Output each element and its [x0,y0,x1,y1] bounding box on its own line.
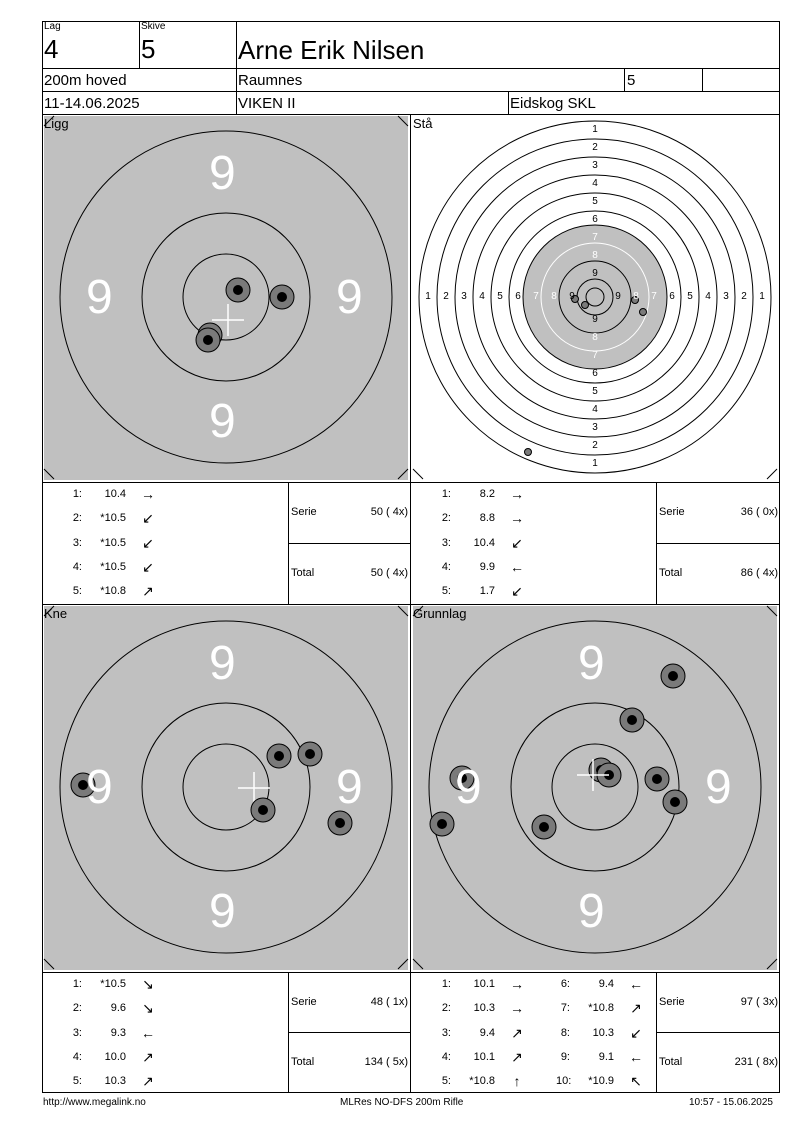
serie-value: 50 ( 4x) [370,506,408,518]
direction-arrow-icon: ↗ [142,583,154,600]
direction-arrow-icon: ← [510,558,524,575]
direction-arrow-icon: ← [629,1048,643,1065]
section-divider [42,482,780,483]
total-value: 50 ( 4x) [370,567,408,579]
ring-label: 9 [86,761,113,814]
skive-label: Skive [141,21,166,32]
header-divider [236,21,237,114]
direction-arrow-icon: → [510,1000,524,1017]
ring-number: 6 [592,368,598,379]
ring-label: 9 [209,885,236,938]
shot-number: 1: [72,978,82,990]
skive-value: 5 [141,34,156,64]
ring-number: 2 [592,440,598,451]
target-label: Ligg [44,116,69,131]
club: Eidskog SKL [510,95,596,112]
shot-number: 7: [560,1002,570,1015]
direction-arrow-icon: ↘ [142,1000,154,1017]
shot-row [437,485,529,503]
shot-row [556,1072,648,1090]
header-divider [42,68,780,69]
shot-value: 10.1 [473,978,495,990]
ring-number: 7 [533,291,539,302]
shot-value: 10.3 [104,1075,126,1088]
shot-value: 9.3 [110,1026,126,1039]
footer-url[interactable]: http://www.megalink.no [43,1097,146,1108]
shot-number: 4: [441,560,451,573]
ring-number: 2 [741,291,747,302]
ring-label: 9 [209,637,236,690]
ring-label: 9 [86,271,113,324]
ring-number: 7 [592,232,598,243]
ring-label: 9 [336,271,363,324]
direction-arrow-icon: → [510,486,524,502]
section-divider [42,972,780,973]
shot-number: 1: [441,488,451,500]
shot-value: *10.5 [100,978,126,990]
total-value: 231 ( 8x) [734,1056,778,1068]
ring-number: 6 [515,291,521,302]
shot-row [556,1048,648,1066]
shot-row [437,582,529,600]
ring-number: 8 [633,291,639,302]
shot-number: 4: [72,560,82,573]
shot-value: 8.2 [479,488,495,500]
ring-number: 4 [592,404,598,415]
direction-arrow-icon: ↘ [142,976,154,992]
total-label: Total [659,567,683,579]
ring-number: 1 [425,291,431,302]
shot-row [68,975,160,993]
shot-number: 2: [441,1002,451,1015]
ring-number: 9 [615,291,621,302]
ring-number: 9 [592,314,598,325]
shot-number: 3: [441,1026,451,1039]
shot-value: 10.0 [104,1050,126,1063]
ring-number: 5 [687,291,693,302]
shot-row [437,1072,529,1090]
shot-number: 5: [72,1075,82,1088]
score-divider [288,543,410,544]
ring-label: 9 [578,637,605,690]
shot-number: 2: [72,1002,82,1015]
shot-value: 1.7 [479,585,495,598]
direction-arrow-icon: ← [629,976,643,992]
score-divider [656,1032,780,1033]
shot-row [437,1048,529,1066]
direction-arrow-icon: ↙ [630,1024,642,1041]
ring-number: 4 [705,291,711,302]
shot-row [437,534,529,552]
ring-number: 6 [592,214,598,225]
shot-row [437,999,529,1017]
serie-value: 97 ( 3x) [740,996,778,1008]
shot-value: *10.8 [469,1075,495,1088]
serie-label: Serie [291,996,317,1008]
ring-label: 9 [336,761,363,814]
direction-arrow-icon: ↗ [142,1048,154,1065]
ring-number: 4 [592,178,598,189]
shot-value: *10.5 [100,560,126,573]
ring-number: 8 [592,332,598,343]
shot-number: 5: [441,585,451,598]
ring-number: 1 [592,458,598,469]
shot-row [68,509,160,527]
shot-row [437,509,529,527]
lag-value: 4 [44,34,59,64]
total-label: Total [291,1056,315,1068]
header-divider [624,68,625,91]
shot-value: 10.3 [592,1026,614,1039]
shot-number: 3: [72,536,82,549]
shot-value: 10.4 [104,488,126,500]
ring-number: 5 [592,386,598,397]
shot-value: 9.6 [110,1002,126,1015]
location: Raumnes [238,72,303,89]
shot-row [68,1072,160,1090]
shot-value: *10.5 [100,512,126,525]
shot-value: *10.9 [588,1075,614,1088]
header-divider [508,91,509,114]
shot-row [68,999,160,1017]
shot-row [556,999,648,1017]
class-value: 5 [627,72,636,89]
ring-number: 3 [461,291,467,302]
shot-number: 3: [441,536,451,549]
shot-row [556,1024,648,1042]
ring-number: 5 [592,196,598,207]
ring-number: 3 [592,160,598,171]
ring-number: 3 [723,291,729,302]
header-divider [42,91,780,92]
target-label: Kne [44,606,68,621]
ring-number: 8 [592,250,598,261]
shot-value: *10.8 [100,585,126,598]
lag-label: Lag [44,21,61,32]
shot-value: 9.1 [598,1050,614,1063]
direction-arrow-icon: → [510,510,524,527]
shot-value: 8.8 [479,512,495,525]
serie-label: Serie [659,506,685,518]
ring-number: 3 [592,422,598,433]
ring-number: 1 [759,291,765,302]
ring-label: 9 [578,885,605,938]
ring-label: 9 [209,147,236,200]
shot-number: 2: [441,512,451,525]
ring-number: 1 [592,124,598,135]
shot-number: 2: [72,512,82,525]
target-label: Grunnlag [413,606,467,621]
shot-number: 1: [441,978,451,990]
shot-number: 8: [560,1026,570,1039]
direction-arrow-icon: ↙ [142,558,154,575]
shot-value: *10.8 [588,1002,614,1015]
serie-label: Serie [291,506,317,518]
direction-arrow-icon: ↙ [142,510,154,527]
ring-number: 6 [669,291,675,302]
ring-label: 9 [455,761,482,814]
shot-value: 10.4 [473,536,495,549]
footer-program: MLRes NO-DFS 200m Rifle [340,1097,464,1108]
total-label: Total [659,1056,683,1068]
direction-arrow-icon: ↖ [630,1073,642,1090]
shot-value: 10.1 [473,1050,495,1063]
shot-row [68,582,160,600]
shot-row [437,558,529,576]
serie-value: 36 ( 0x) [740,506,778,518]
direction-arrow-icon: ↗ [630,1000,642,1017]
score-divider [656,543,780,544]
score-divider [288,1032,410,1033]
shot-number: 3: [72,1026,82,1039]
target-label: Stå [413,116,433,131]
total-value: 86 ( 4x) [740,567,778,579]
shot-value: 10.3 [473,1002,495,1015]
shot-row [556,975,648,993]
shooter-name: Arne Erik Nilsen [238,35,425,65]
header-divider [702,68,703,91]
total-value: 134 ( 5x) [364,1056,408,1068]
shot-number: 1: [72,488,82,500]
total-label: Total [291,567,315,579]
shot-row [437,975,529,993]
shot-number: 4: [72,1050,82,1063]
ring-number: 4 [479,291,485,302]
shot-number: 9: [560,1050,570,1063]
direction-arrow-icon: → [141,486,155,502]
dates: 11-14.06.2025 [44,95,140,112]
ring-number: 7 [592,350,598,361]
ring-number: 8 [551,291,557,302]
shot-number: 10: [556,1075,572,1088]
direction-arrow-icon: ↙ [142,534,154,551]
shot-value: 9.9 [479,560,495,573]
shot-row [68,558,160,576]
shot-row [68,1048,160,1066]
shot-number: 5: [441,1075,451,1088]
direction-arrow-icon: ↗ [511,1048,523,1065]
direction-arrow-icon: ↙ [511,534,523,551]
ring-number: 7 [651,291,657,302]
serie-label: Serie [659,996,685,1008]
shot-row [437,1024,529,1042]
district: VIKEN II [238,95,296,112]
shot-row [68,485,160,503]
direction-arrow-icon: ↗ [511,1024,523,1041]
shot-number: 4: [441,1050,451,1063]
shot-value: 9.4 [479,1026,495,1039]
serie-value: 48 ( 1x) [370,996,408,1008]
direction-arrow-icon: ↑ [513,1073,521,1090]
direction-arrow-icon: ↙ [511,583,523,600]
ring-number: 2 [592,142,598,153]
shot-row [68,1024,160,1042]
direction-arrow-icon: ↗ [142,1073,154,1090]
ring-label: 9 [705,761,732,814]
ring-number: 9 [569,291,575,302]
direction-arrow-icon: ← [141,1024,155,1041]
header-divider [139,21,140,68]
shot-value: 9.4 [598,978,614,990]
ring-number: 9 [592,268,598,279]
event-name: 200m hoved [44,72,127,89]
direction-arrow-icon: → [510,976,524,992]
ring-number: 2 [443,291,449,302]
ring-number: 5 [497,291,503,302]
shot-number: 6: [560,978,570,990]
shot-number: 5: [72,585,82,598]
ring-label: 9 [209,395,236,448]
footer-timestamp: 10:57 - 15.06.2025 [689,1097,773,1108]
shot-value: *10.5 [100,536,126,549]
shot-row [68,534,160,552]
